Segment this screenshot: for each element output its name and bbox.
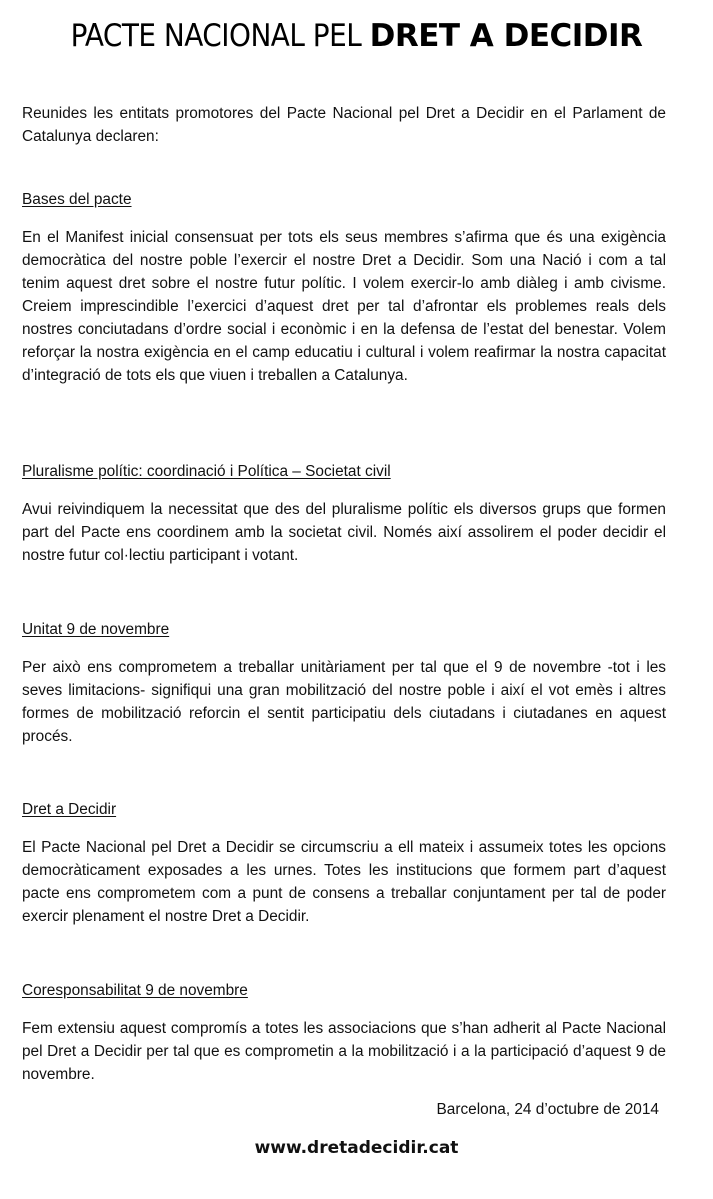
section-body-dret: El Pacte Nacional pel Dret a Decidir se circumscriu a ell mateix i assumeix totes les opcions democràticament exposades a les urnes. Totes les institucions que formem part d’aquest pacte ens comprometem com a punt de consens a treballar conjuntament per tal de poder exercir plenament el nostre Dret a Decidir. [22,839,666,925]
section-heading-bases: Bases del pacte [22,191,132,208]
footer-website-link[interactable]: www.dretadecidir.cat [254,1138,459,1158]
section-body-bases: En el Manifest inicial consensuat per tots els seus membres s’afirma que és una exigència democràtica del nostre poble l’exercir el nostre Dret a Decidir. Som una Nació i com a tal tenim aquest dret sobre el nostre futur polític. I volem exercir-lo amb diàleg i amb civisme. Creiem imprescindible l’exercici d’aquest dret per tal d’afrontar els problemes reals dels nostres conciutadans d’ordre social i econòmic i en la defensa de l’estat del benestar. Volem reforçar la nostra exigència en el camp educatiu i cultural i volem reafirmar la nostra capacitat d’integració de tots els que viuen i treballen a Catalunya. [22,229,666,384]
section-heading-dret: Dret a Decidir [22,801,117,818]
section-heading-coresponsabilitat: Coresponsabilitat 9 de novembre [22,982,248,999]
section-heading-pluralisme: Pluralisme polític: coordinació i Política – Societat civil [22,463,391,480]
intro-paragraph: Reunides les entitats promotores del Pacte Nacional pel Dret a Decidir en el Parlament de Catalunya declaren: [22,105,666,145]
title-light-part: PACTE NACIONAL PEL [70,18,370,54]
title-bold-part: DRET A DECIDIR [369,18,643,54]
section-body-coresponsabilitat: Fem extensiu aquest compromís a totes les associacions que s’han adherit al Pacte Nacional pel Dret a Decidir per tal que es comprometin a la mobilització i a la participació d’aquest 9 de novembre. [22,1020,666,1083]
section-heading-unitat: Unitat 9 de novembre [22,621,170,638]
signature-date: Barcelona, 24 d’octubre de 2014 [436,1101,659,1118]
section-body-unitat: Per això ens comprometem a treballar unitàriament per tal que el 9 de novembre -tot i les seves limitacions- signifiqui una gran mobilització del nostre poble i així el vot emès i altres formes de mobilització reforcin el sentit participatiu dels ciutadans i ciutadanes en aquest procés. [22,659,666,745]
section-body-pluralisme: Avui reivindiquem la necessitat que des del pluralisme polític els diversos grups que formen part del Pacte ens coordinem amb la societat civil. Només així assolirem el poder decidir el nostre futur col·lectiu participant i votant. [22,501,666,564]
document-title [0,18,713,54]
